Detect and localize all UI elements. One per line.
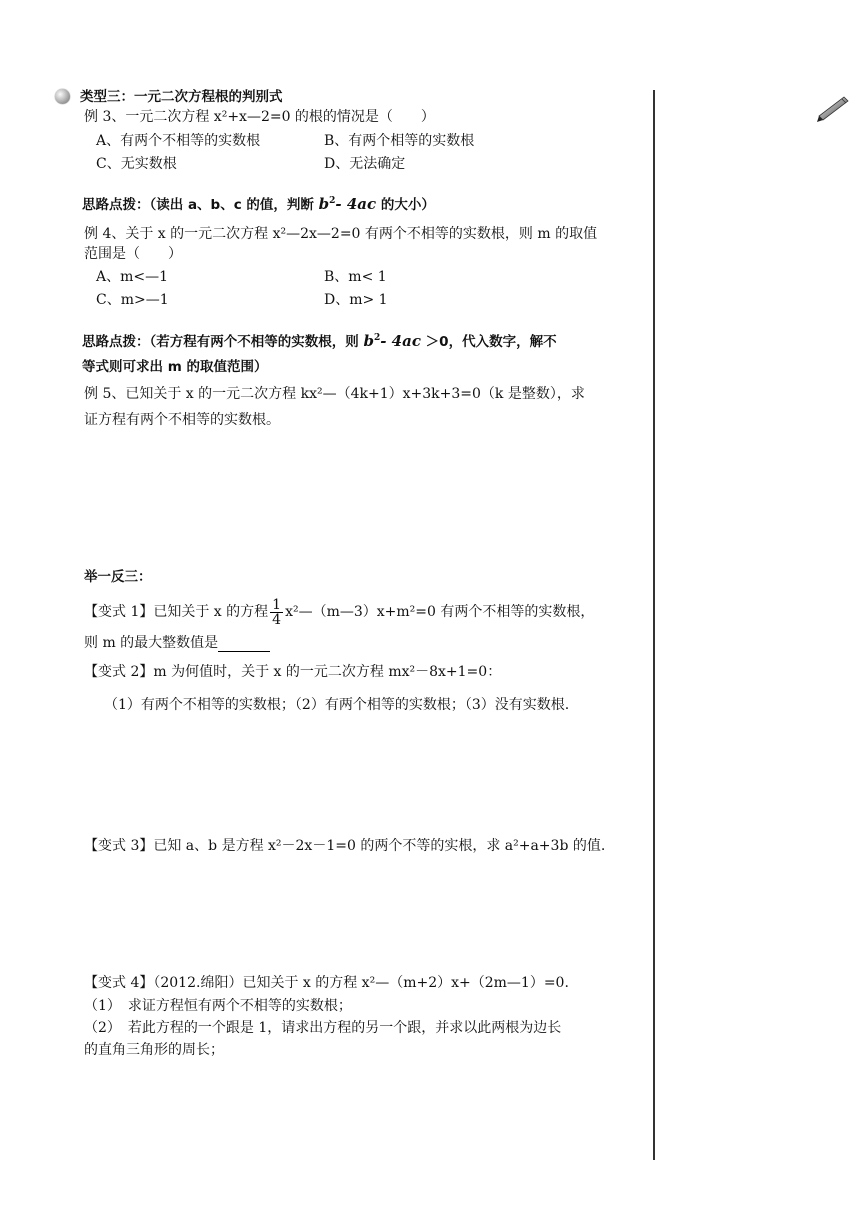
example-3-stem: 例 3、一元二次方程 x²+x—2=0 的根的情况是（ ） xyxy=(84,109,435,125)
example-3-option-d: D、无法确定 xyxy=(324,156,406,172)
variant-2-parts: （1）有两个不相等的实数根；（2）有两个相等的实数根；（3）没有实数根. xyxy=(104,697,570,713)
hint-text: 思路点拨：（读出 a、b、c 的值，判断 xyxy=(82,197,314,213)
example-5-line-1: 例 5、已知关于 x 的一元二次方程 kx²—（4k+1）x+3k+3=0（k 是整数），求 xyxy=(84,386,585,402)
discriminant-expression: $b^2-$ 4ac xyxy=(318,195,377,213)
variant-4-text: （2012.绵阳）已知关于 x 的方程 x²—（m+2）x+（2m—1）=0. xyxy=(153,975,569,991)
variant-1-text-end: x²—（m—3）x+m²=0 有两个不相等的实数根， xyxy=(285,604,595,620)
practice-heading: 举一反三： xyxy=(84,569,152,585)
example-4-stem-line-1: 例 4、关于 x 的一元二次方程 x²—2x—2=0 有两个不相等的实数根，则 m 的取值 xyxy=(84,226,598,242)
example-3-option-c: C、无实数根 xyxy=(96,156,177,172)
variant-3-text: 已知 a、b 是方程 x²－2x－1=0 的两个不等的实根，求 a²+a+3b 的值. xyxy=(153,838,606,854)
variant-2-label: 【变式 2】 xyxy=(84,664,154,680)
variant-4 xyxy=(84,974,569,992)
example-4-option-b: B、m< 1 xyxy=(324,269,387,285)
variant-1 xyxy=(84,596,594,628)
answer-blank[interactable] xyxy=(218,637,270,652)
variant-2 xyxy=(84,663,501,681)
example-4-stem-line-2: 范围是（ ） xyxy=(84,246,182,262)
example-3-hint xyxy=(82,192,435,214)
example-4-option-a: A、m<—1 xyxy=(96,269,169,285)
bullet-sphere-icon xyxy=(55,89,70,104)
variant-3-label: 【变式 3】 xyxy=(84,838,154,854)
variant-1-line-2: 则 m 的最大整数值是 xyxy=(84,634,270,652)
variant-1-label: 【变式 1】 xyxy=(84,604,154,620)
fraction: $\frac{1}{4}$ xyxy=(272,596,282,628)
example-4-option-d: D、m> 1 xyxy=(324,292,388,308)
pen-icon xyxy=(814,95,850,125)
example-4-hint xyxy=(82,329,557,351)
variant-4-part-2-line-2: 的直角三角形的周长； xyxy=(84,1042,224,1058)
discriminant-expression: $b^2-$ 4ac xyxy=(363,332,421,350)
variant-3 xyxy=(84,837,605,855)
example-4-option-c: C、m>—1 xyxy=(96,292,169,308)
hint-text: 思路点拨：（若方程有两个不相等的实数根，则 xyxy=(82,334,359,350)
variant-4-part-1: （1） 求证方程恒有两个不相等的实数根； xyxy=(84,998,352,1014)
variant-1-text: 已知关于 x 的方程 xyxy=(153,604,269,620)
section-title: 类型三：一元二次方程根的判别式 xyxy=(80,89,283,105)
example-5-line-2: 证方程有两个不相等的实数根。 xyxy=(84,412,280,428)
example-4-hint-line-2: 等式则可求出 m 的取值范围） xyxy=(82,359,268,375)
hint-text-end: 的大小） xyxy=(380,197,435,213)
example-3-option-b: B、有两个相等的实数根 xyxy=(324,133,475,149)
variant-2-text: m 为何值时，关于 x 的一元二次方程 mx²－8x+1=0： xyxy=(153,664,502,680)
hint-text-end: ＞0，代入数字，解不 xyxy=(425,334,557,350)
example-3-option-a: A、有两个不相等的实数根 xyxy=(96,133,261,149)
column-divider xyxy=(653,90,655,1160)
variant-4-label: 【变式 4】 xyxy=(84,975,154,991)
variant-4-part-2-line-1: （2） 若此方程的一个跟是 1，请求出方程的另一个跟，并求以此两根为边长 xyxy=(84,1020,562,1036)
